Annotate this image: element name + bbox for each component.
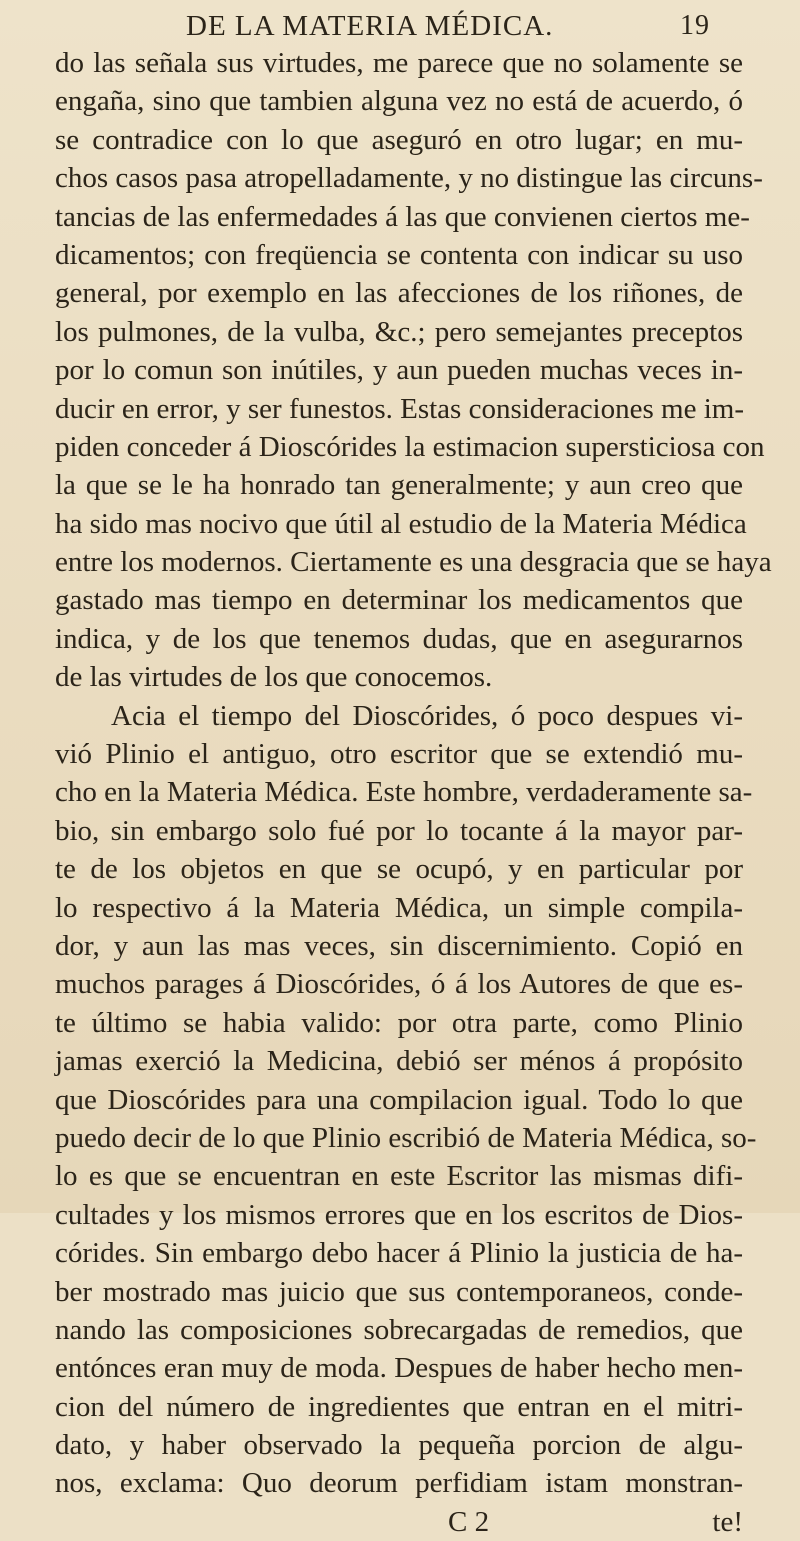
text-line: piden conceder á Dioscórides la estimacion supersticiosa con <box>55 430 765 463</box>
text-line: dicamentos; con freqüencia se contenta con indicar su uso <box>55 238 743 271</box>
text-line: general, por exemplo en las afecciones de los riñones, de <box>55 277 743 310</box>
text-line: se contradice con lo que aseguró en otro lugar; en mu- <box>55 123 743 156</box>
text-line: tancias de las enfermedades á las que convienen ciertos me- <box>55 200 750 233</box>
text-line: do las señala sus virtudes, me parece que no solamente se <box>55 47 743 79</box>
paragraph-end-line: de las virtudes de los que conocemos. <box>55 661 493 694</box>
text-line: que Dioscórides para una compilacion igual. Todo lo que <box>55 1083 743 1116</box>
text-line: te último se habia valido: por otra parte, como Plinio <box>55 1006 743 1039</box>
text-line: ducir en error, y ser funestos. Estas consideraciones me im- <box>55 392 744 425</box>
text-line: ha sido mas nocivo que útil al estudio de la Materia Médica <box>55 507 747 540</box>
body-text <box>55 44 772 1541</box>
text-line: entre los modernos. Ciertamente es una desgracia que se haya <box>55 546 772 579</box>
text-line: lo es que se encuentran en este Escritor las mismas difi- <box>55 1160 743 1193</box>
text-line: nando las composiciones sobrecargadas de remedios, que <box>55 1313 743 1346</box>
text-line: cho en la Materia Médica. Este hombre, verdaderamente sa- <box>55 776 753 809</box>
text-line: te de los objetos en que se ocupó, y en particular por <box>55 853 743 886</box>
text-line: nos, exclama: Quo deorum perfidiam istam monstran- <box>55 1467 743 1500</box>
text-line: gastado mas tiempo en determinar los medicamentos que <box>55 584 743 617</box>
footer-line <box>55 1503 743 1541</box>
page-number: 19 <box>680 10 710 41</box>
text-line: lo respectivo á la Materia Médica, un simple compila- <box>55 891 743 924</box>
text-line: muchos parages á Dioscórides, ó á los Autores de que es- <box>55 968 743 1001</box>
text-line: por lo comun son inútiles, y aun pueden muchas veces in- <box>55 354 743 387</box>
text-line: ber mostrado mas juicio que sus contemporaneos, conde- <box>55 1275 743 1308</box>
signature-mark: C 2 <box>448 1505 490 1538</box>
text-line: cion del número de ingredientes que entran en el mitri- <box>55 1390 743 1423</box>
text-line: indica, y de los que tenemos dudas, que en asegurarnos <box>55 622 743 655</box>
text-line: vió Plinio el antiguo, otro escritor que se extendió mu- <box>55 738 743 771</box>
text-line: dor, y aun las mas veces, sin discernimiento. Copió en <box>55 929 743 962</box>
text-line: dato, y haber observado la pequeña porcion de algu- <box>55 1429 743 1462</box>
text-line: la que se le ha honrado tan generalmente; y aun creo que <box>55 469 743 502</box>
page-header <box>100 10 710 48</box>
paragraph-first-line: Acia el tiempo del Dioscórides, ó poco despues vi- <box>111 699 743 732</box>
text-line: córides. Sin embargo debo hacer á Plinio la justicia de ha- <box>55 1237 743 1270</box>
text-line: los pulmones, de la vulba, &c.; pero semejantes preceptos <box>55 315 743 348</box>
text-line: cultades y los mismos errores que en los escritos de Dios- <box>55 1198 743 1231</box>
catch-word: te! <box>712 1505 743 1538</box>
text-line: chos casos pasa atropelladamente, y no distingue las circuns- <box>55 162 763 195</box>
text-line: engaña, sino que tambien alguna vez no está de acuerdo, ó <box>55 85 743 118</box>
text-line: entónces eran muy de moda. Despues de haber hecho men- <box>55 1352 743 1385</box>
text-line: bio, sin embargo solo fué por lo tocante á la mayor par- <box>55 814 743 847</box>
text-line: jamas exerció la Medicina, debió ser ménos á propósito <box>55 1045 743 1078</box>
text-line: puedo decir de lo que Plinio escribió de Materia Médica, so- <box>55 1121 757 1154</box>
running-title: DE LA MATERIA MÉDICA. <box>186 10 554 42</box>
